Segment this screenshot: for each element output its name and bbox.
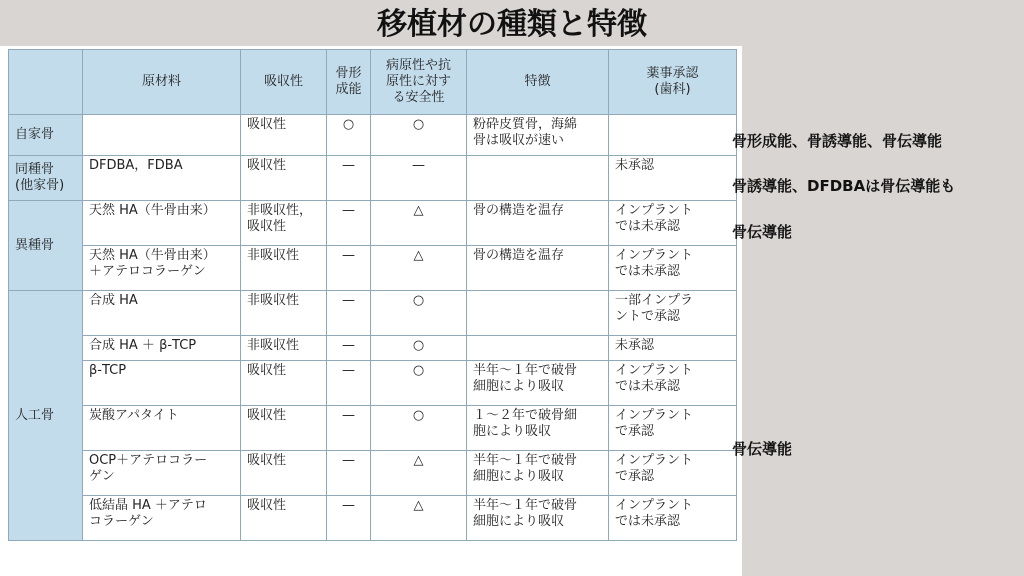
table-cell: —: [327, 246, 371, 291]
category-cell: 同種骨 (他家骨): [9, 156, 83, 201]
table-row: [9, 115, 737, 156]
table-row: [9, 336, 737, 361]
table-cell: △: [371, 451, 467, 496]
annotation-autograft: 骨形成能、骨誘導能、骨伝導能: [732, 132, 943, 150]
annotation-synthetic: 骨伝導能: [732, 440, 793, 458]
table-cell: ○: [327, 115, 371, 156]
column-header: 原材料: [83, 50, 241, 115]
table-cell: インプラント では未承認: [609, 201, 737, 246]
table-cell: 一部インプラ ントで承認: [609, 291, 737, 336]
table-cell: 非吸収性， 吸収性: [241, 201, 327, 246]
table-cell: [467, 156, 609, 201]
annotation-allograft: 骨誘導能、DFDBAは骨伝導能も: [732, 177, 956, 195]
table-cell: インプラント で承認: [609, 451, 737, 496]
table-cell: インプラント では未承認: [609, 496, 737, 541]
table-cell: —: [327, 201, 371, 246]
table-cell: 合成 HA: [83, 291, 241, 336]
table-cell: ○: [371, 336, 467, 361]
table-row: [9, 496, 737, 541]
table-cell: DFDBA，FDBA: [83, 156, 241, 201]
table-cell: インプラント では未承認: [609, 361, 737, 406]
table-cell: 半年～１年で破骨 細胞により吸収: [467, 496, 609, 541]
table-cell: 半年～１年で破骨 細胞により吸収: [467, 361, 609, 406]
table-row: [9, 246, 737, 291]
table-cell: 未承認: [609, 156, 737, 201]
table-cell: —: [327, 406, 371, 451]
table-cell: 吸収性: [241, 406, 327, 451]
table-cell: —: [327, 291, 371, 336]
table-cell: 吸収性: [241, 361, 327, 406]
table-row: [9, 156, 737, 201]
table-cell: 炭酸アパタイト: [83, 406, 241, 451]
table-cell: 半年～１年で破骨 細胞により吸収: [467, 451, 609, 496]
table-cell: —: [327, 361, 371, 406]
column-header: 特徴: [467, 50, 609, 115]
table-cell: 吸収性: [241, 156, 327, 201]
table-row: [9, 361, 737, 406]
column-header: [9, 50, 83, 115]
table-cell: ○: [371, 115, 467, 156]
category-cell: 人工骨: [9, 291, 83, 541]
table-cell: —: [327, 156, 371, 201]
table-cell: [467, 336, 609, 361]
annotation-xenograft: 骨伝導能: [732, 223, 793, 241]
table-cell: [609, 115, 737, 156]
column-header: 骨形 成能: [327, 50, 371, 115]
graft-materials-table: [8, 49, 737, 541]
table-row: [9, 406, 737, 451]
table-cell: 吸収性: [241, 451, 327, 496]
table-cell: ○: [371, 291, 467, 336]
column-header: 吸収性: [241, 50, 327, 115]
table-cell: インプラント で承認: [609, 406, 737, 451]
table-cell: １～２年で破骨細 胞により吸収: [467, 406, 609, 451]
table-cell: △: [371, 201, 467, 246]
table-cell: 骨の構造を温存: [467, 201, 609, 246]
table-cell: —: [371, 156, 467, 201]
column-header: 病原性や抗 原性に対す る安全性: [371, 50, 467, 115]
table-cell: 天然 HA（牛骨由来） ＋アテロコラーゲン: [83, 246, 241, 291]
table-cell: 吸収性: [241, 496, 327, 541]
table-cell: 非吸収性: [241, 291, 327, 336]
table-cell: OCP＋アテロコラー ゲン: [83, 451, 241, 496]
table-cell: [83, 115, 241, 156]
table-panel: [0, 46, 742, 576]
table-cell: 合成 HA ＋ β-TCP: [83, 336, 241, 361]
table-cell: —: [327, 336, 371, 361]
table-cell: 低結晶 HA ＋アテロ コラーゲン: [83, 496, 241, 541]
table-row: [9, 201, 737, 246]
page-title: 移植材の種類と特徴: [377, 7, 647, 42]
table-cell: ○: [371, 406, 467, 451]
table-cell: 吸収性: [241, 115, 327, 156]
table-cell: 骨の構造を温存: [467, 246, 609, 291]
table-cell: 粉砕皮質骨，海綿 骨は吸収が速い: [467, 115, 609, 156]
table-cell: [467, 291, 609, 336]
table-cell: 非吸収性: [241, 246, 327, 291]
table-row: [9, 451, 737, 496]
category-cell: 自家骨: [9, 115, 83, 156]
table-cell: △: [371, 246, 467, 291]
column-header: 薬事承認 (歯科): [609, 50, 737, 115]
table-cell: ○: [371, 361, 467, 406]
table-cell: インプラント では未承認: [609, 246, 737, 291]
table-cell: β-TCP: [83, 361, 241, 406]
table-row: [9, 291, 737, 336]
category-cell: 異種骨: [9, 201, 83, 291]
table-cell: —: [327, 451, 371, 496]
table-cell: 天然 HA（牛骨由来）: [83, 201, 241, 246]
table-cell: △: [371, 496, 467, 541]
table-cell: —: [327, 496, 371, 541]
table-cell: 非吸収性: [241, 336, 327, 361]
table-cell: 未承認: [609, 336, 737, 361]
table-header-row: [9, 50, 737, 115]
